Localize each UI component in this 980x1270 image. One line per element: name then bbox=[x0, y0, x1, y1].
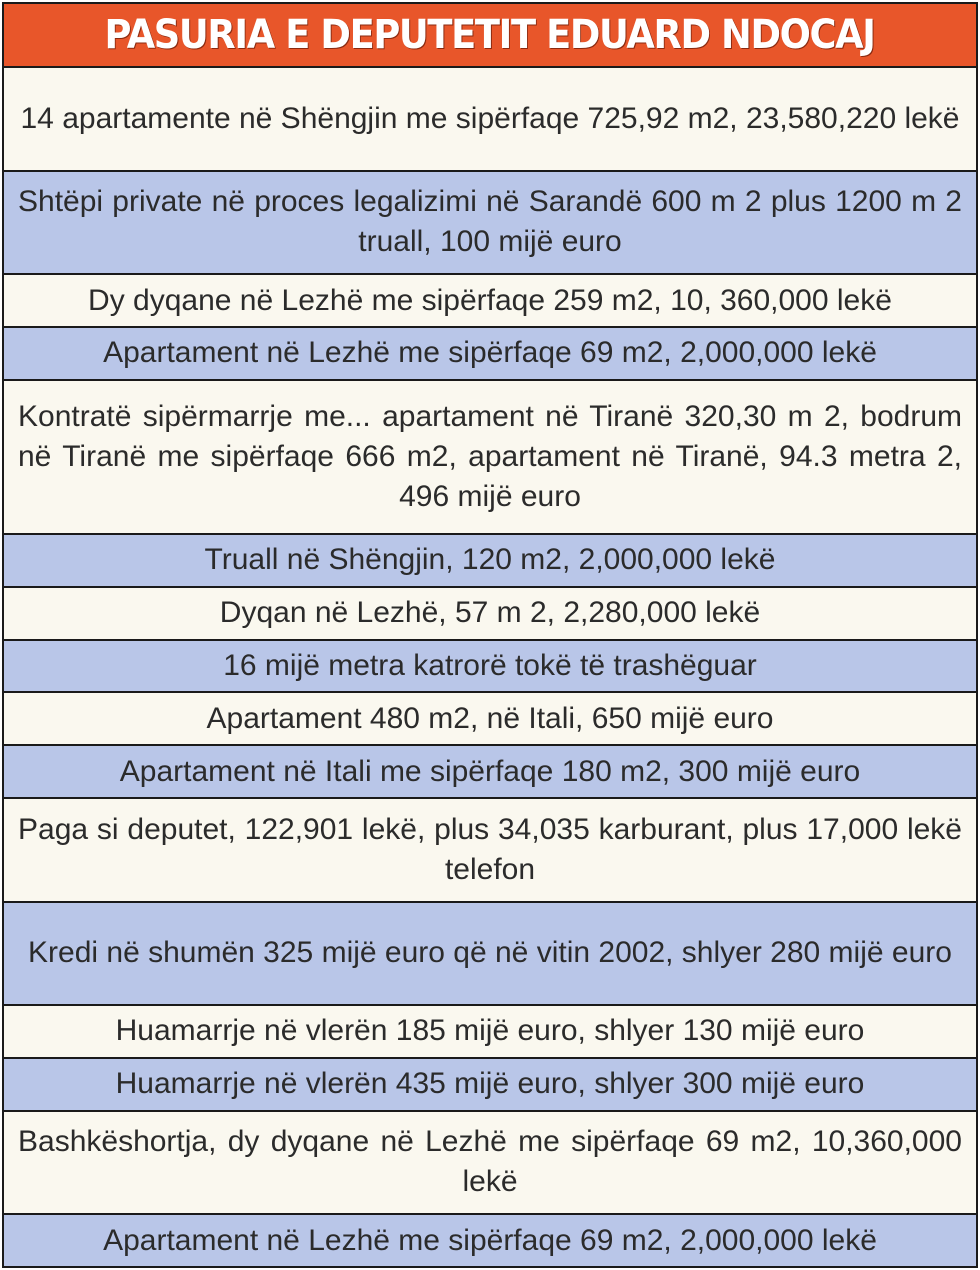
row-text: Bashkëshortja, dy dyqane në Lezhë me sipërfaqe 69 m2, 10,360,000 lekë bbox=[18, 1125, 962, 1199]
table-row bbox=[4, 588, 976, 641]
row-text: 16 mijë metra katrorë tokë të trashëguar bbox=[223, 648, 757, 682]
row-text: Dy dyqane në Lezhë me sipërfaqe 259 m2, 10, 360,000 lekë bbox=[88, 283, 892, 317]
row-text: Huamarrje në vlerën 185 mijë euro, shlyer 130 mijë euro bbox=[115, 1014, 865, 1048]
asset-rows bbox=[4, 68, 976, 1266]
table-row bbox=[4, 799, 976, 903]
row-text: Dyqan në Lezhë, 57 m 2, 2,280,000 lekë bbox=[219, 596, 761, 630]
row-text: 14 apartamente në Shëngjin me sipërfaqe 725,92 m2, 23,580,220 lekë bbox=[20, 101, 960, 135]
table-row bbox=[4, 381, 976, 535]
row-text: Apartament në Lezhë me sipërfaqe 69 m2, 2,000,000 lekë bbox=[103, 336, 877, 370]
table-row bbox=[4, 328, 976, 381]
row-text: Kontratë sipërmarrje me... apartament në Tiranë 320,30 m 2, bodrum në Tiranë me sipërfaqe 666 m2, apartament në Tiranë, 94.3 metra 2, 496 mijë euro bbox=[18, 399, 962, 513]
row-text: Apartament 480 m2, në Itali, 650 mijë euro bbox=[206, 701, 774, 735]
table-row bbox=[4, 68, 976, 172]
row-text: Truall në Shëngjin, 120 m2, 2,000,000 lekë bbox=[204, 543, 776, 577]
table-row bbox=[4, 172, 976, 276]
table-row bbox=[4, 1006, 976, 1059]
table-row bbox=[4, 1059, 976, 1112]
table-row bbox=[4, 903, 976, 1007]
table-row bbox=[4, 275, 976, 328]
title-bar bbox=[4, 4, 976, 68]
row-text: Apartament në Lezhë me sipërfaqe 69 m2, 2,000,000 lekë bbox=[103, 1223, 877, 1257]
row-text: Shtëpi private në proces legalizimi në Sarandë 600 m 2 plus 1200 m 2 truall, 100 mijë euro bbox=[18, 185, 962, 259]
row-text: Huamarrje në vlerën 435 mijë euro, shlyer 300 mijë euro bbox=[115, 1067, 865, 1101]
table-row bbox=[4, 1215, 976, 1266]
table-row bbox=[4, 693, 976, 746]
table-row bbox=[4, 1112, 976, 1216]
row-text: Apartament në Itali me sipërfaqe 180 m2, 300 mijë euro bbox=[119, 754, 861, 788]
table-title: PASURIA E DEPUTETIT EDUARD NDOCAJ bbox=[104, 12, 876, 58]
table-row bbox=[4, 641, 976, 694]
row-text: Paga si deputet, 122,901 lekë, plus 34,035 karburant, plus 17,000 lekë telefon bbox=[18, 812, 962, 886]
asset-table bbox=[2, 2, 978, 1268]
table-row bbox=[4, 746, 976, 799]
table-row bbox=[4, 535, 976, 588]
row-text: Kredi në shumën 325 mijë euro që në vitin 2002, shlyer 280 mijë euro bbox=[28, 936, 952, 970]
